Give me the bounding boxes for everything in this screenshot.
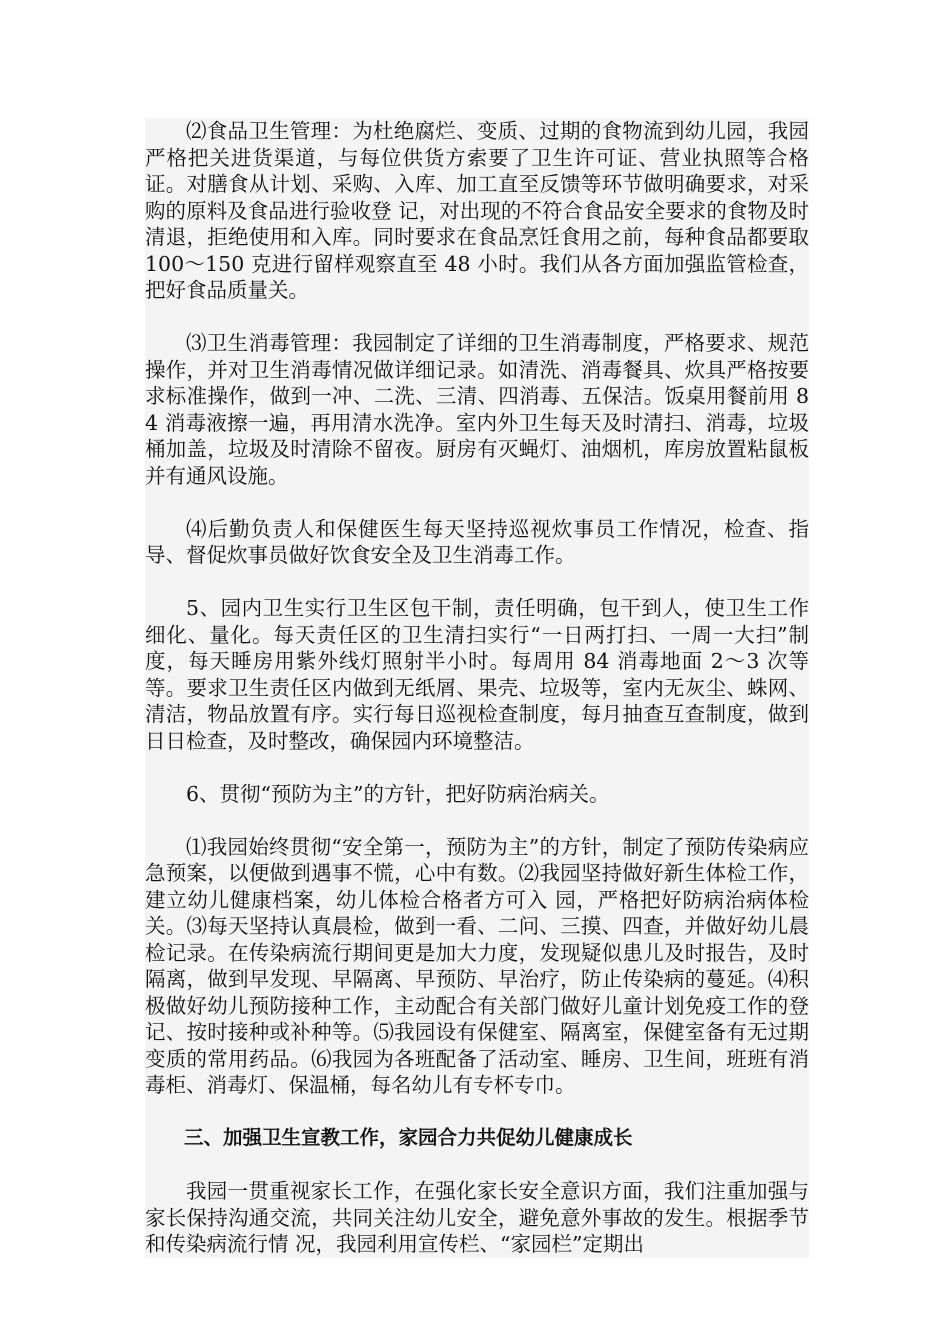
paragraph-prevention-policy: 6、贯彻“预防为主”的方针，把好防病治病关。	[186, 781, 610, 806]
paragraph-spacer	[145, 569, 809, 596]
document-body	[145, 118, 809, 1258]
paragraph-spacer	[145, 1152, 809, 1179]
paragraph-spacer	[145, 489, 809, 516]
paragraph-prevention-details: ⑴我园始终贯彻“安全第一，预防为主”的方针，制定了预防传染病应急预案，以便做到遇事不慌，心中有数。⑵我园坚持做好新生体检工作，建立幼儿健康档案，幼儿体检合格者方可入 园，严格把好防病治病体检关。⑶每天坚持认真晨检，做到一看、二问、三摸、四查，并做好幼儿晨检记录。在传染病流行期间更是加大力度，发现疑似患儿及时报告，及时隔离，做到早发现、早隔离、早预防、早治疗，防止传染病的蔓延。⑷积极做好幼儿预防接种工作，主动配合有关部门做好儿童计划免疫工作的登记、按时接种或补种等。⑸我园设有保健室、隔离室，保健室备有无过期变质的常用药品。⑹我园为各班配备了活动室、睡房、卫生间，班班有消毒柜、消毒灯、保温桶，每名幼儿有专杯专巾。	[145, 834, 809, 1097]
paragraph-spacer	[145, 754, 809, 781]
paragraph-spacer	[145, 1099, 809, 1126]
paragraph-spacer	[145, 304, 809, 331]
paragraph-logistics-inspection: ⑷后勤负责人和保健医生每天坚持巡视炊事员工作情况，检查、指导、督促炊事员做好饮食安全及卫生消毒工作。	[145, 516, 809, 567]
paragraph-parent-work: 我园一贯重视家长工作，在强化家长安全意识方面，我们注重加强与家长保持沟通交流，共同关注幼儿安全，避免意外事故的发生。根据季节和传染病流行情 况，我园利用宣传栏、“家园栏”定期出	[145, 1179, 809, 1256]
paragraph-hygiene-zones: 5、园内卫生实行卫生区包干制，责任明确，包干到人，使卫生工作细化、量化。每天责任区的卫生清扫实行“一日两打扫、一周一大扫”制度，每天睡房用紫外线灯照射半小时。每周用 84 消毒地面 2～3 次等等。要求卫生责任区内做到无纸屑、果壳、垃圾等，室内无灰尘、蛛网、清洁，物品放置有序。实行每日巡视检查制度，每月抽查互查制度，做到日日检查，及时整改，确保园内环境整洁。	[145, 596, 809, 753]
section-heading: 三、加强卫生宣教工作，家园合力共促幼儿健康成长	[184, 1126, 633, 1149]
paragraph-spacer	[145, 807, 809, 834]
paragraph-food-hygiene: ⑵食品卫生管理：为杜绝腐烂、变质、过期的食物流到幼儿园，我园严格把关进货渠道，与每位供货方索要了卫生许可证、营业执照等合格证。对膳食从计划、采购、入库、加工直至反馈等环节做明确要求，对采购的原料及食品进行验收登 记，对出现的不符合食品安全要求的食物及时清退，拒绝使用和入库。同时要求在食品烹饪食用之前，每种食品都要取 100～150 克进行留样观察直至 48 小时。我们从各方面加强监管检查，把好食品质量关。	[145, 119, 809, 302]
paragraph-disinfection: ⑶卫生消毒管理：我园制定了详细的卫生消毒制度，严格要求、规范操作，并对卫生消毒情况做详细记录。如清洗、消毒餐具、炊具严格按要求标准操作，做到一冲、二洗、三清、四消毒、五保洁。饭桌用餐前用 84 消毒液擦一遍，再用清水洗净。室内外卫生每天及时清扫、消毒，垃圾桶加盖，垃圾及时清除不留夜。厨房有灭蝇灯、油烟机，库房放置粘鼠板并有通风设施。	[145, 331, 809, 488]
